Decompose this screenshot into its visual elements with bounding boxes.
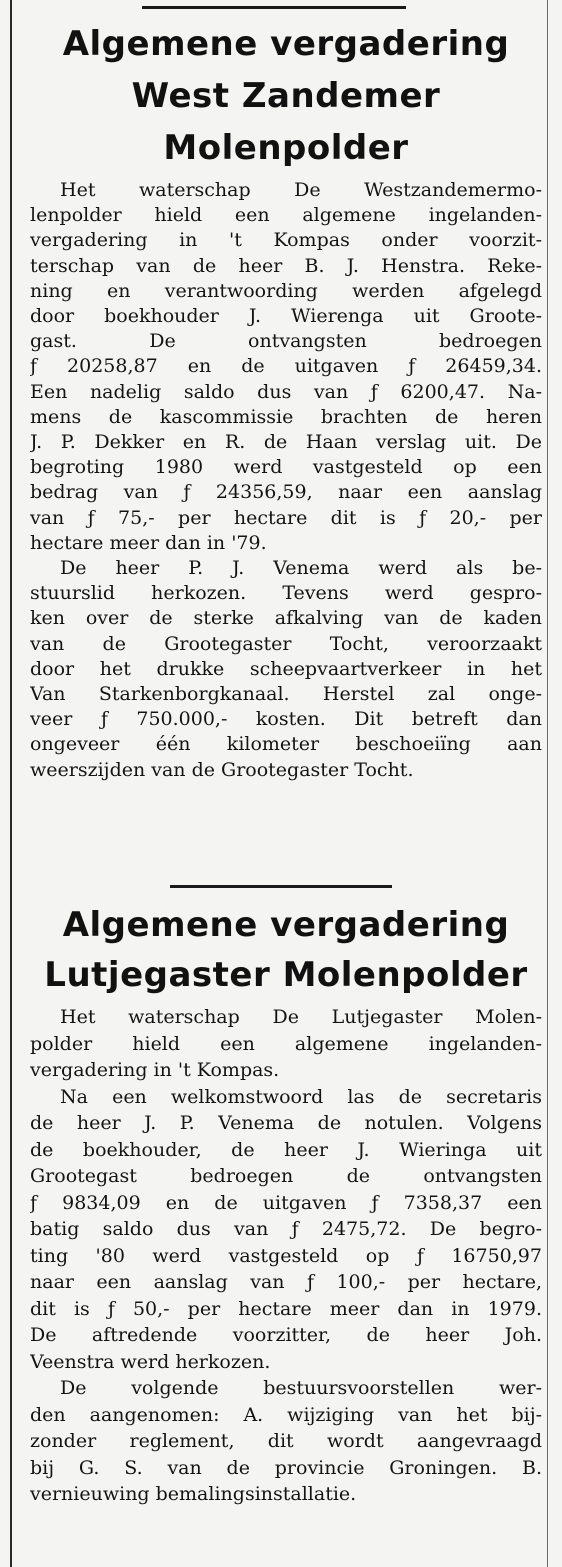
paragraph: [30, 178, 542, 556]
article2-body: [30, 1004, 542, 1508]
text-line: Veenstra werd herkozen.: [30, 1350, 271, 1373]
text-line: den aangenomen: A. wijziging van het bij-: [30, 1403, 542, 1426]
text-line: ning en verantwoording werden afgelegd: [30, 279, 542, 302]
text-line: bij G. S. van de provincie Groningen. B.: [30, 1456, 542, 1479]
text-line: van de Grootegaster Tocht, veroorzaakt: [30, 632, 542, 655]
text-line: zonder reglement, dit wordt aangevraagd: [30, 1430, 542, 1452]
text-line: Het waterschap De Westzandemermo-: [60, 179, 542, 201]
clipping-right-edge: [547, 0, 548, 1567]
text-line: vernieuwing bemalingsinstallatie.: [30, 1483, 357, 1505]
headline-line: Molenpolder: [163, 128, 409, 168]
headline-line: Lutjegaster Molenpolder: [44, 955, 528, 995]
text-line: bedrag van ƒ 24356,59, naar een aanslag: [30, 481, 542, 504]
text-line: De heer P. J. Venema werd als be-: [60, 557, 542, 580]
top-rule: [142, 6, 406, 9]
text-line: ƒ 20258,87 en de uitgaven ƒ 26459,34.: [30, 355, 542, 378]
text-line: naar een aanslag van ƒ 100,- per hectare,: [30, 1271, 542, 1293]
text-line: Een nadelig saldo dus van ƒ 6200,47. Na-: [30, 380, 542, 403]
text-line: terschap van de heer B. J. Henstra. Reke-: [30, 254, 542, 277]
text-line: de boekhouder, de heer J. Wieringa uit: [30, 1138, 542, 1161]
text-line: De volgende bestuursvoorstellen wer-: [60, 1377, 542, 1399]
text-line: van ƒ 75,- per hectare dit is ƒ 20,- per: [30, 506, 542, 529]
paragraph: [30, 556, 542, 783]
clipping-left-edge: [10, 0, 12, 1567]
headline-line: Algemene vergadering: [62, 24, 510, 64]
separator-rule: [170, 885, 392, 888]
text-line: J. P. Dekker en R. de Haan verslag uit. De: [30, 431, 542, 454]
paragraph: [30, 1004, 542, 1084]
text-line: gast. De ontvangsten bedroegen: [30, 330, 542, 353]
text-line: mens de kascommissie brachten de heren: [30, 405, 542, 428]
text-line: veer ƒ 750.000,- kosten. Dit betreft dan: [30, 708, 542, 731]
text-line: door boekhouder J. Wierenga uit Groote-: [30, 305, 542, 328]
text-line: batig saldo dus van ƒ 2475,72. De begro-: [30, 1218, 542, 1240]
paragraph: [30, 1084, 542, 1376]
text-line: ƒ 9834,09 en de uitgaven ƒ 7358,37 een: [30, 1191, 542, 1214]
text-line: vergadering in 't Kompas onder voorzit-: [30, 229, 542, 252]
text-line: Het waterschap De Lutjegaster Molen-: [60, 1006, 542, 1028]
text-line: lenpolder hield een algemene ingelanden-: [30, 204, 542, 227]
text-line: hectare meer dan in '79.: [30, 531, 267, 554]
text-line: Grootegast bedroegen de ontvangsten: [30, 1165, 542, 1187]
text-line: weerszijden van de Grootegaster Tocht.: [30, 758, 414, 781]
text-line: ongeveer één kilometer beschoeiïng aan: [30, 733, 542, 756]
text-line: ting '80 werd vastgesteld op ƒ 16750,97: [30, 1244, 542, 1267]
text-line: Van Starkenborgkanaal. Herstel zal onge-: [30, 683, 542, 706]
article1-headline: [30, 18, 542, 174]
article2-headline: [30, 900, 542, 1000]
text-line: vergadering in 't Kompas.: [30, 1059, 280, 1081]
text-line: dit is ƒ 50,- per hectare meer dan in 1979.: [30, 1297, 542, 1320]
headline-line: Algemene vergadering: [62, 905, 510, 945]
text-line: polder hield een algemene ingelanden-: [30, 1032, 542, 1055]
text-line: De aftredende voorzitter, de heer Joh.: [30, 1324, 542, 1346]
text-line: stuurslid herkozen. Tevens werd gespro-: [30, 582, 542, 605]
text-line: ken over de sterke afkalving van de kaden: [30, 607, 542, 630]
headline-line: West Zandemer: [131, 76, 441, 116]
text-line: de heer J. P. Venema de notulen. Volgens: [30, 1112, 542, 1134]
text-line: door het drukke scheepvaartverkeer in het: [30, 657, 542, 680]
text-line: begroting 1980 werd vastgesteld op een: [30, 456, 542, 479]
paragraph: [30, 1375, 542, 1508]
text-line: Na een welkomstwoord las de secretaris: [60, 1085, 542, 1108]
article1-body: [30, 178, 542, 783]
